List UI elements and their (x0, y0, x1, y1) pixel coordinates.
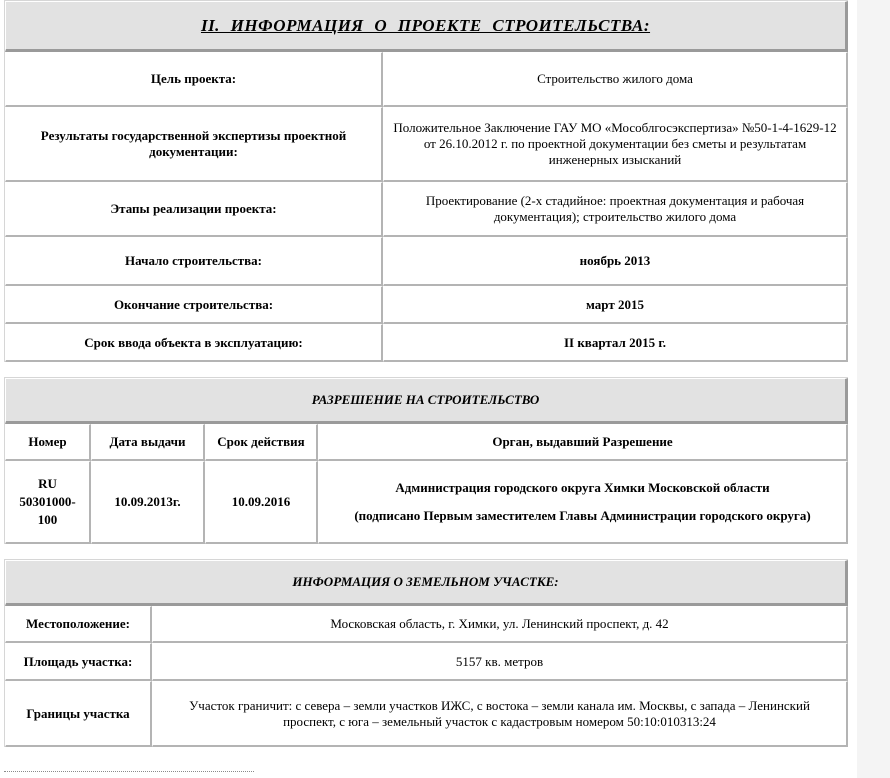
area-value: 5157 кв. метров (152, 643, 848, 681)
expertise-value: Положительное Заключение ГАУ МО «Мособлгосэкспертиза» №50-1-4-1629-12 от 26.10.2012 г. по проектной документации без сметы и результатам инженерных изысканий (383, 107, 848, 182)
stages-label: Этапы реализации проекта: (5, 182, 383, 237)
boundaries-label: Границы участка (5, 681, 152, 747)
construction-end-label: Окончание строительства: (5, 286, 383, 324)
project-goal-value: Строительство жилого дома (383, 52, 848, 107)
permit-header-validity: Срок действия (205, 424, 318, 461)
permit-header-issue-date: Дата выдачи (91, 424, 205, 461)
project-info-title: II. ИНФОРМАЦИЯ О ПРОЕКТЕ СТРОИТЕЛЬСТВА: (5, 1, 848, 52)
permit-signed-note: (подписано Первым заместителем Главы Администрации городского округа) (354, 508, 811, 523)
location-label: Местоположение: (5, 606, 152, 643)
permit-authority: Администрация городского округа Химки Московской области (395, 480, 770, 495)
land-plot-title: ИНФОРМАЦИЯ О ЗЕМЕЛЬНОМ УЧАСТКЕ: (5, 560, 848, 606)
stages-value: Проектирование (2-х стадийное: проектная документация и рабочая документация); строительство жилого дома (383, 182, 848, 237)
permit-header-number: Номер (5, 424, 91, 461)
page-bottom-rule (4, 771, 254, 772)
construction-start-value: ноябрь 2013 (383, 237, 848, 286)
boundaries-value: Участок граничит: с севера – земли участков ИЖС, с востока – земли канала им. Москвы, с запада – Ленинский проспект, с юга – земельный участок с кадастровым номером 50:10:010313:24 (152, 681, 848, 747)
building-permit-section (4, 377, 847, 544)
permit-number: RU 50301000-100 (5, 461, 91, 544)
construction-start-label: Начало строительства: (5, 237, 383, 286)
project-goal-label: Цель проекта: (5, 52, 383, 107)
commissioning-label: Срок ввода объекта в эксплуатацию: (5, 324, 383, 362)
permit-title: РАЗРЕШЕНИЕ НА СТРОИТЕЛЬСТВО (5, 378, 848, 424)
construction-end-value: март 2015 (383, 286, 848, 324)
area-label: Площадь участка: (5, 643, 152, 681)
location-value: Московская область, г. Химки, ул. Ленинский проспект, д. 42 (152, 606, 848, 643)
commissioning-value: II квартал 2015 г. (383, 324, 848, 362)
permit-header-authority: Орган, выдавший Разрешение (318, 424, 848, 461)
land-plot-section (4, 559, 847, 747)
permit-authority-cell (318, 461, 848, 544)
expertise-label: Результаты государственной экспертизы проектной документации: (5, 107, 383, 182)
permit-issue-date: 10.09.2013г. (91, 461, 205, 544)
project-info-section (4, 0, 847, 362)
permit-valid-until: 10.09.2016 (205, 461, 318, 544)
page-margin (857, 0, 890, 778)
